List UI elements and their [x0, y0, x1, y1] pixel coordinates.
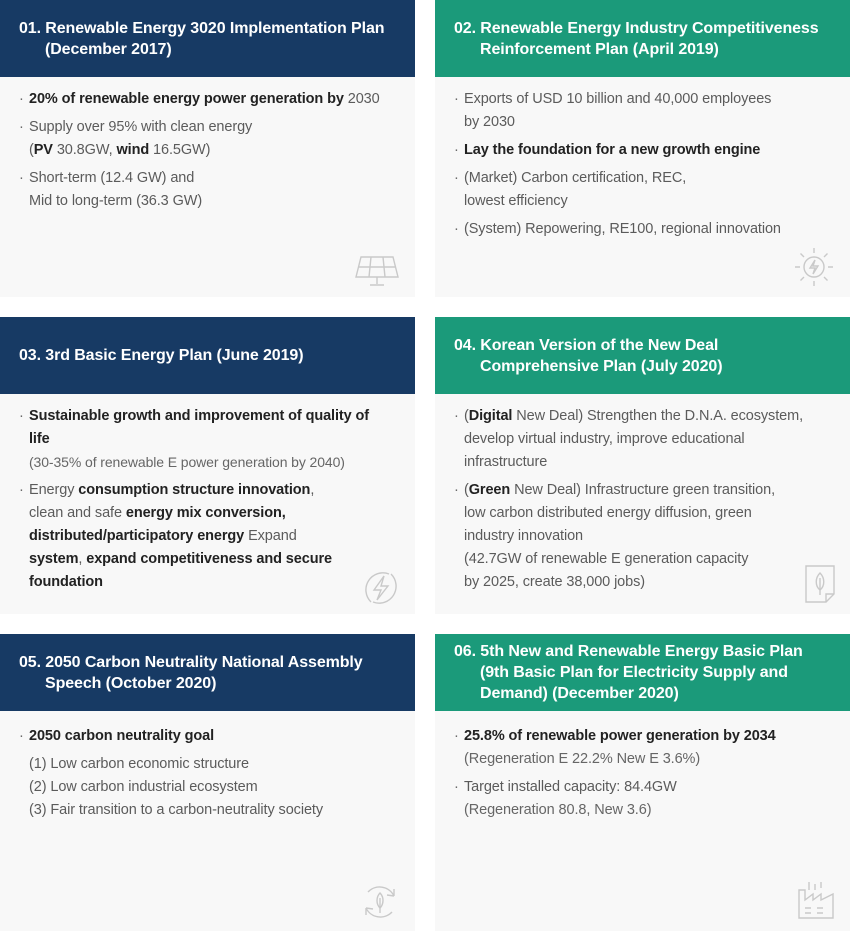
- list-item: [19, 479, 375, 594]
- text: 30.8GW,: [52, 142, 117, 158]
- list-item: [454, 167, 838, 213]
- bold-text: Digital: [468, 408, 513, 424]
- text: 2030: [343, 91, 380, 107]
- text: Expand: [244, 528, 297, 544]
- text: (: [29, 142, 34, 158]
- plan-card-02: [435, 0, 850, 297]
- bullet-list: [19, 88, 403, 213]
- bold-text: energy mix conversion,: [125, 505, 286, 521]
- text: (30-35% of renewable E power generation by 2040): [29, 454, 345, 470]
- bullet-list: [454, 405, 830, 594]
- list-item: [19, 405, 375, 474]
- bold-text: expand competitiveness and secure foundation: [29, 551, 332, 590]
- card-title: 06. 5th New and Renewable Energy Basic Plan (9th Basic Plan for Electricity Supply and Demand) (December 2020): [454, 643, 803, 702]
- numbered-list: [19, 753, 403, 822]
- text: Target installed capacity: 84.4GW: [464, 779, 677, 795]
- text: Exports of USD 10 billion and 40,000 employees: [464, 91, 772, 107]
- solar-panel-icon: [355, 253, 399, 287]
- text: (: [464, 482, 469, 498]
- list-item: [19, 725, 403, 748]
- energy-sun-icon: [793, 246, 835, 288]
- card-header: [435, 317, 850, 394]
- card-header: [0, 634, 415, 711]
- text: (Regeneration E 22.2% New E 3.6%): [464, 751, 701, 767]
- list-item: (3) Fair transition to a carbon-neutrality society: [29, 802, 323, 818]
- bold-text: wind: [116, 142, 150, 158]
- bold-text: 20% of renewable energy power generation by: [29, 91, 344, 107]
- list-item: [454, 725, 838, 771]
- list-item: [454, 405, 830, 474]
- list-item: [454, 139, 838, 162]
- bold-text: Green: [468, 482, 511, 498]
- plan-card-03: [0, 317, 415, 614]
- list-item: [454, 479, 830, 594]
- list-item: (1) Low carbon economic structure: [29, 756, 249, 772]
- list-item: [19, 88, 403, 111]
- text: Supply over 95% with clean energy: [29, 119, 253, 135]
- plan-card-04: [435, 317, 850, 614]
- list-item: [454, 776, 838, 822]
- bold-text: PV: [33, 142, 53, 158]
- text: lowest efficiency: [464, 193, 568, 209]
- bold-text: Lay the foundation for a new growth engine: [464, 142, 761, 158]
- text: (Market) Carbon certification, REC,: [464, 170, 687, 186]
- text: New Deal) Infrastructure green transition, low carbon distributed energy diffusion, green industry innovation: [464, 482, 776, 544]
- card-header: [435, 0, 850, 77]
- bullet-list: [19, 725, 403, 748]
- lightning-icon: [361, 568, 401, 608]
- bold-text: consumption structure innovation: [78, 482, 311, 498]
- bold-text: 25.8% of renewable power generation by 2034: [464, 728, 776, 744]
- bold-text: 2050 carbon neutrality goal: [29, 728, 215, 744]
- text: Energy: [29, 482, 79, 498]
- text: (Regeneration 80.8, New 3.6): [464, 802, 652, 818]
- card-title: 04. Korean Version of the New Deal Comprehensive Plan (July 2020): [454, 336, 723, 375]
- bold-text: distributed/participatory energy: [29, 528, 245, 544]
- card-header: [0, 317, 415, 394]
- list-item: [454, 88, 838, 134]
- recycle-icon: [360, 882, 400, 922]
- plan-card-05: [0, 634, 415, 931]
- text: by 2025, create 38,000 jobs): [464, 574, 645, 590]
- bullet-list: [454, 725, 838, 822]
- text: Short-term (12.4 GW) and: [29, 170, 195, 186]
- list-item: [454, 218, 838, 241]
- text: New Deal) Strengthen the D.N.A. ecosystem, develop virtual industry, improve educational infrastructure: [464, 408, 804, 470]
- bold-text: system: [29, 551, 79, 567]
- card-header: [0, 0, 415, 77]
- list-item: (2) Low carbon industrial ecosystem: [29, 779, 258, 795]
- text: (: [464, 408, 469, 424]
- list-item: [19, 116, 403, 162]
- plan-card-01: [0, 0, 415, 297]
- text: Mid to long-term (36.3 GW): [29, 193, 203, 209]
- text: ,: [310, 482, 315, 498]
- text: 16.5GW): [149, 142, 211, 158]
- factory-icon: [797, 880, 835, 920]
- text: (System) Repowering, RE100, regional innovation: [464, 221, 781, 237]
- text: clean and safe: [29, 505, 126, 521]
- bullet-list: [19, 405, 375, 594]
- text: (42.7GW of renewable E generation capacity: [464, 551, 749, 567]
- bullet-list: [454, 88, 838, 241]
- plan-card-06: [435, 634, 850, 931]
- text: ,: [78, 551, 87, 567]
- bold-text: Sustainable growth and improvement of quality of life: [29, 408, 370, 447]
- card-title: 02. Renewable Energy Industry Competitiveness Reinforcement Plan (April 2019): [454, 19, 819, 58]
- card-header: [435, 634, 850, 711]
- card-title: 03. 3rd Basic Energy Plan (June 2019): [19, 347, 304, 364]
- list-item: [19, 167, 403, 213]
- leaf-document-icon: [804, 564, 836, 604]
- card-title: 05. 2050 Carbon Neutrality National Assembly Speech (October 2020): [19, 653, 363, 692]
- card-title: 01. Renewable Energy 3020 Implementation Plan (December 2017): [19, 19, 385, 58]
- text: by 2030: [464, 114, 515, 130]
